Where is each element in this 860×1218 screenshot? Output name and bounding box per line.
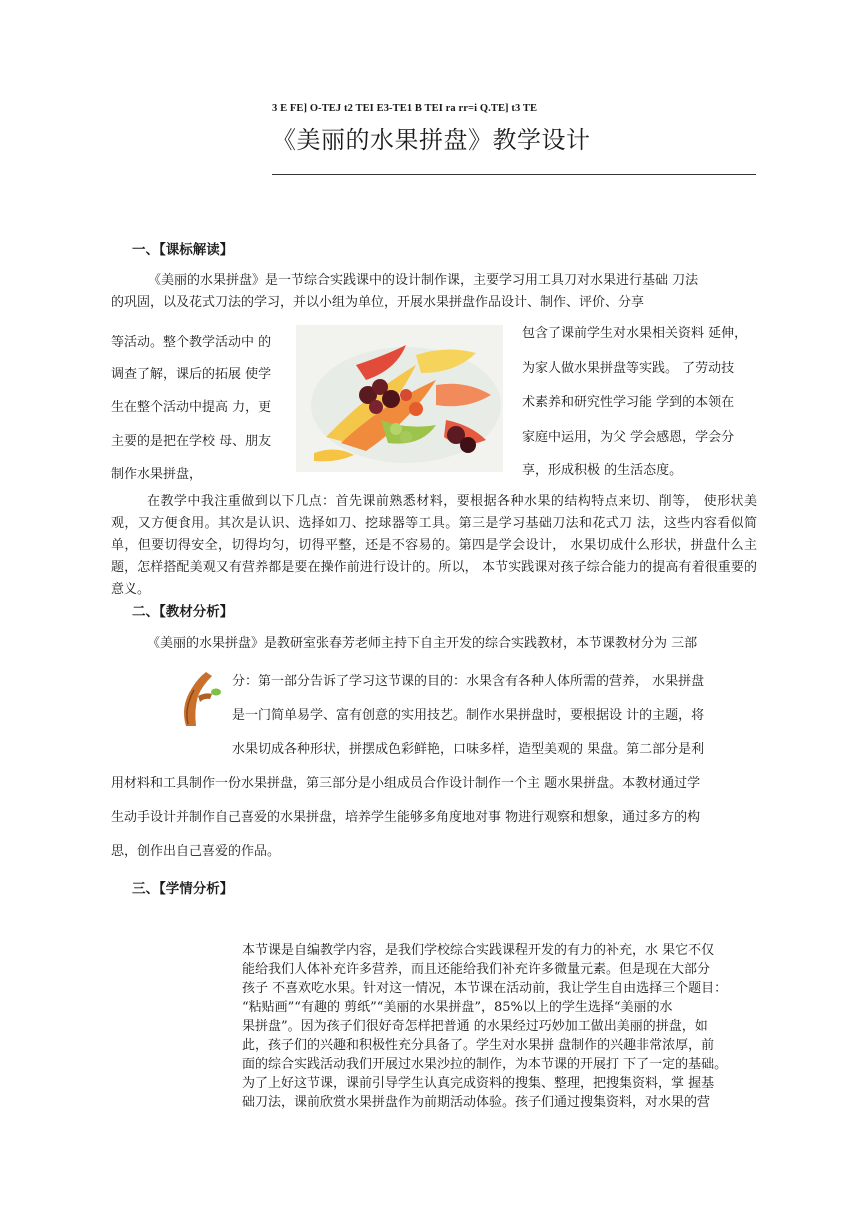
title-divider — [272, 174, 756, 175]
section2-line: 水果切成各种形状，拼摆成色彩鲜艳，口味多样，造型美观的 果盘。第二部分是利 — [232, 742, 705, 757]
right-col-line: 术素养和研究性学习能 学到的本领在 — [522, 395, 735, 410]
left-col-line: 制作水果拼盘， — [111, 467, 203, 482]
section3-line: 果拼盘”。因为孩子们很好奇怎样把普通 的水果经过巧妙加工做出美丽的拼盘，如 — [242, 1019, 708, 1034]
section-heading-2: 二、【教材分析】 — [132, 604, 234, 620]
section3-line: 面的综合实践活动我们开展过水果沙拉的制作，为本节课的开展打 下了一定的基础。 — [242, 1057, 728, 1072]
left-col-line: 等活动。整个教学活动中 的 — [111, 335, 272, 350]
intro-line: 《美丽的水果拼盘》是一节综合实践课中的设计制作课，主要学习用工具刀对水果进行基础 刀法 — [148, 273, 699, 288]
section3-line: “粘贴画”“有趣的 剪纸”“美丽的水果拼盘”，85%以上的学生选择“美丽的水 — [242, 1000, 673, 1015]
section2-line: 是一门简单易学、富有创意的实用技艺。制作水果拼盘时，要根据设 计的主题，将 — [232, 708, 705, 723]
section2-line: 生动手设计并制作自己喜爱的水果拼盘，培养学生能够多角度地对事 物进行观察和想象，通过多方的构 — [111, 810, 701, 825]
section3-line: 能给我们人体补充许多营养，而且还能给我们补充许多微量元素。但是现在大部分 — [242, 962, 711, 977]
section2-line: 分：第一部分告诉了学习这节课的目的：水果含有各种人体所需的营养， 水果拼盘 — [232, 674, 705, 689]
section1-body: 在教学中我注重做到以下几点：首先课前熟悉材料，要根据各种水果的结构特点来切、削等， 使形状美观，又方便食用。其次是认识、选择如刀、挖球器等工具。第三是学习基础刀法和花式刀 法，这些内容看似简单，但要切得安全，切得均匀，切得平整，还是不容易的。第四是学会设计， 水果切成什么形状，拼盘什么主题，怎样搭配美观又有营养都是要在操作前进行设计的。所以， 本节实践课对孩子综合能力的提高有着很重要的意义。 — [111, 494, 757, 597]
intro-line: 的巩固，以及花式刀法的学习，并以小组为单位，开展水果拼盘作品设计、制作、评价、分享 — [111, 295, 645, 310]
right-col-line: 包含了课前学生对水果相关资料 延伸， — [522, 326, 748, 341]
section3-line: 本节课是自编教学内容，是我们学校综合实践课程开发的有力的补充，水 果它不仅 — [242, 943, 715, 958]
left-col-line: 调查了解，课后的拓展 使学 — [111, 367, 272, 382]
section3-line: 为了上好这节课，课前引导学生认真完成资料的搜集、整理，把搜集资料，掌 握基 — [242, 1076, 715, 1091]
left-col-line: 生在整个活动中提高 力，更 — [111, 400, 272, 415]
document-title: 《美丽的水果拼盘》教学设计 — [272, 126, 591, 154]
section-heading-3: 三、【学情分析】 — [132, 881, 234, 897]
right-col-line: 家庭中运用，为父 学会感恩，学会分 — [522, 430, 735, 445]
section2-line: 思，创作出自己喜爱的作品。 — [111, 844, 281, 859]
section3-line: 础刀法，课前欣赏水果拼盘作为前期活动体验。孩子们通过搜集资料，对水果的营 — [242, 1095, 711, 1110]
right-col-line: 享，形成积极 的生活态度。 — [522, 463, 683, 478]
section-heading-1: 一、【课标解读】 — [132, 242, 234, 258]
section2-line: 用材料和工具制作一份水果拼盘，第三部分是小组成员合作设计制作一个主 题水果拼盘。本教材通过学 — [111, 776, 701, 791]
header-code-line: 3 E FE] O-TEJ t2 TEI E3-TE1 B TEI ra rr=i Q.TE] t3 TE — [272, 103, 538, 114]
fruit-platter-photo — [296, 325, 503, 472]
section2-line: 《美丽的水果拼盘》是教研室张春芳老师主持下自主开发的综合实践教材，本节课教材分为 三部 — [147, 636, 698, 651]
left-col-line: 主要的是把在学校 母、朋友 — [111, 434, 272, 449]
branch-illustration — [172, 666, 222, 728]
section3-line: 孩子 不喜欢吃水果。针对这一情况，本节课在活动前，我让学生自由选择三个题目： — [242, 981, 728, 996]
section3-line: 此，孩子们的兴趣和积极性充分具备了。学生对水果拼 盘制作的兴趣非常浓厚，前 — [242, 1038, 715, 1053]
right-col-line: 为家人做水果拼盘等实践。 了劳动技 — [522, 361, 735, 376]
